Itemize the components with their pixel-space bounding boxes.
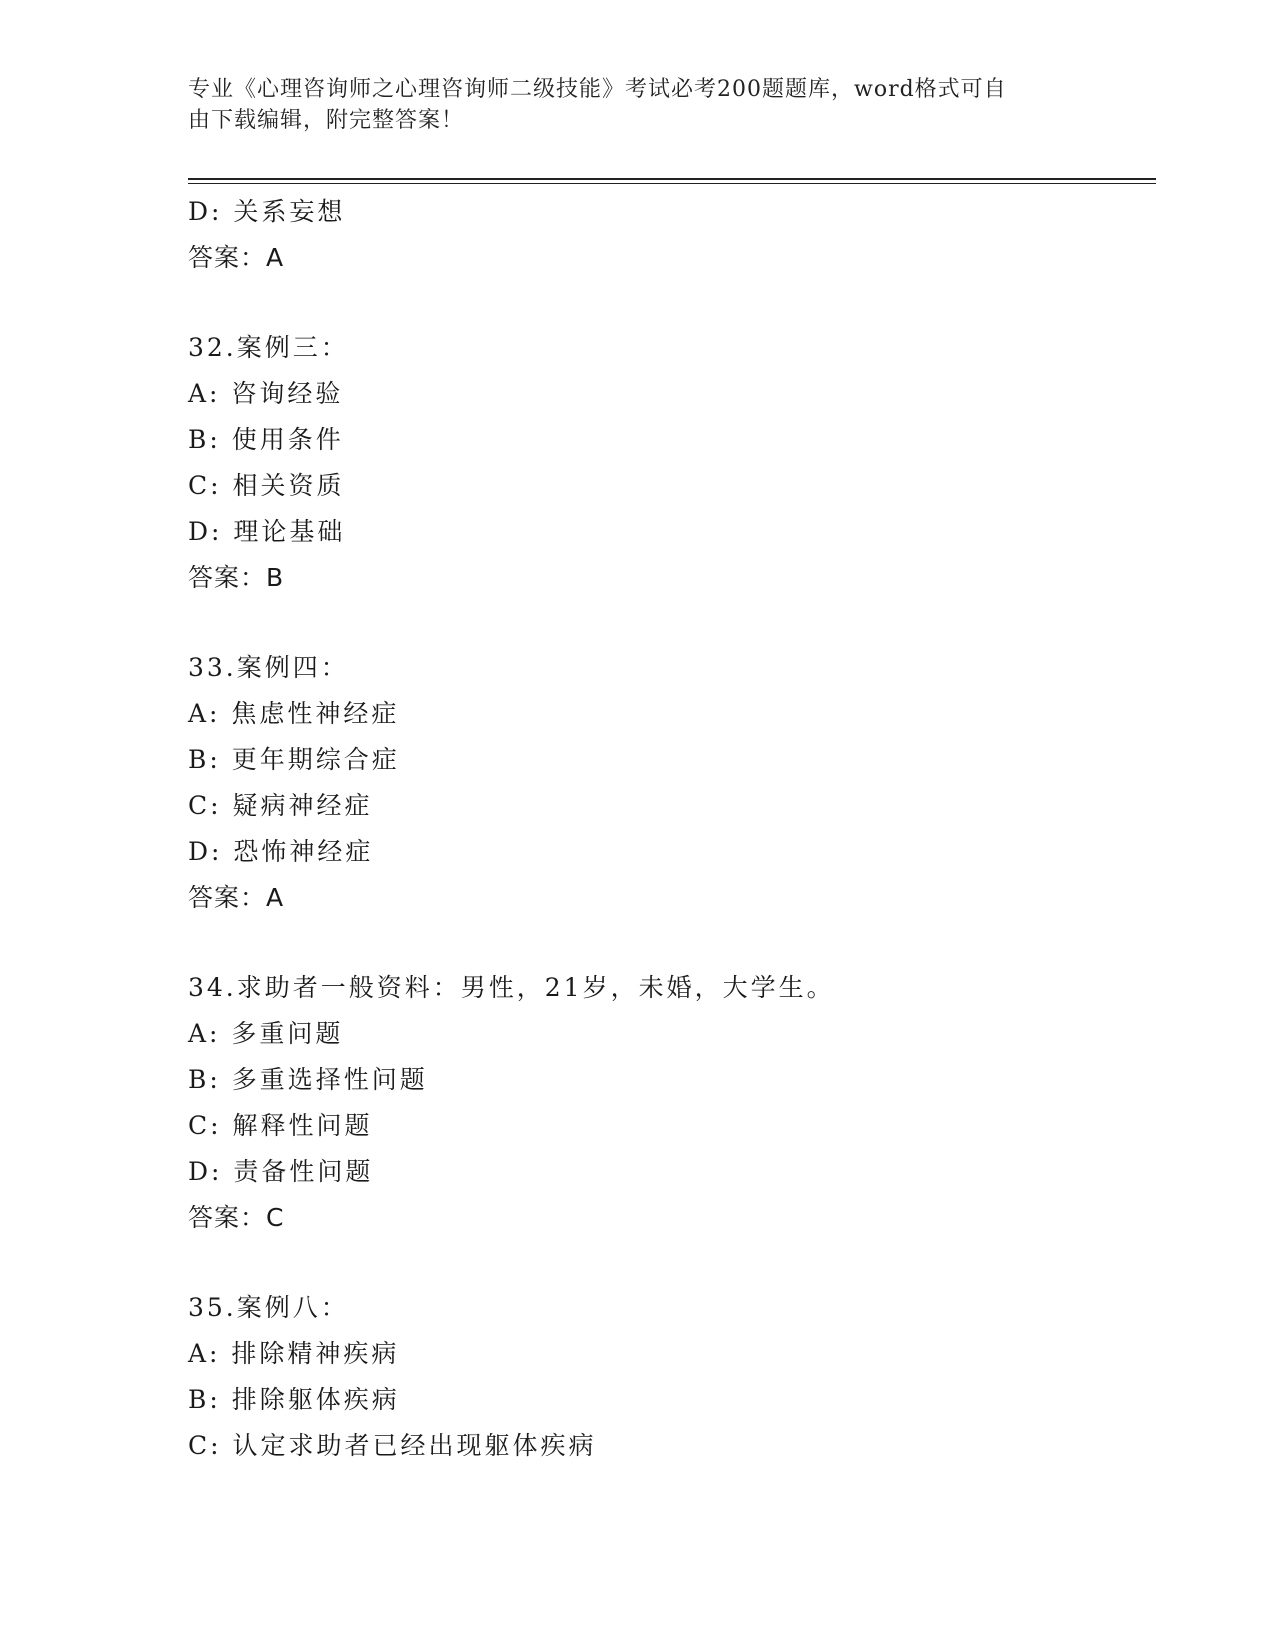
answer-line: 答案：B — [188, 563, 285, 592]
option-d: D: 责备性问题 — [188, 1157, 374, 1186]
question-list — [188, 189, 1148, 1469]
question-stem: 34.求助者一般资料：男性，21岁，未婚，大学生。 — [188, 973, 835, 1002]
question-block — [188, 965, 1148, 1241]
option-a: A: 焦虑性神经症 — [188, 699, 400, 728]
option-b: B: 更年期综合症 — [188, 745, 400, 774]
option-c: C: 疑病神经症 — [188, 791, 373, 820]
block-spacer — [188, 281, 1148, 325]
answer-line: 答案：A — [188, 883, 285, 912]
header-divider-thin — [188, 183, 1156, 184]
option-a: A: 多重问题 — [188, 1019, 344, 1048]
question-block — [188, 189, 1148, 281]
block-spacer — [188, 1241, 1148, 1285]
block-spacer — [188, 921, 1148, 965]
question-stem: 32.案例三： — [188, 333, 349, 362]
option-d: D: 关系妄想 — [188, 197, 346, 226]
question-block — [188, 325, 1148, 601]
header-line-1: 专业《心理咨询师之心理咨询师二级技能》考试必考200题题库，word格式可自 — [188, 77, 1007, 102]
option-b: B: 排除躯体疾病 — [188, 1385, 400, 1414]
block-spacer — [188, 601, 1148, 645]
document-header — [188, 74, 1068, 136]
question-block — [188, 1285, 1148, 1469]
option-d: D: 理论基础 — [188, 517, 346, 546]
option-a: A: 咨询经验 — [188, 379, 344, 408]
option-c: C: 认定求助者已经出现躯体疾病 — [188, 1431, 597, 1460]
question-stem: 33.案例四： — [188, 653, 349, 682]
question-block — [188, 645, 1148, 921]
header-divider-thick — [188, 178, 1156, 180]
answer-line: 答案：A — [188, 243, 285, 272]
option-a: A: 排除精神疾病 — [188, 1339, 400, 1368]
option-b: B: 多重选择性问题 — [188, 1065, 428, 1094]
option-c: C: 相关资质 — [188, 471, 345, 500]
option-c: C: 解释性问题 — [188, 1111, 373, 1140]
question-stem: 35.案例八： — [188, 1293, 349, 1322]
option-d: D: 恐怖神经症 — [188, 837, 374, 866]
option-b: B: 使用条件 — [188, 425, 344, 454]
answer-line: 答案：C — [188, 1203, 285, 1232]
header-line-2: 由下载编辑，附完整答案！ — [188, 108, 465, 133]
